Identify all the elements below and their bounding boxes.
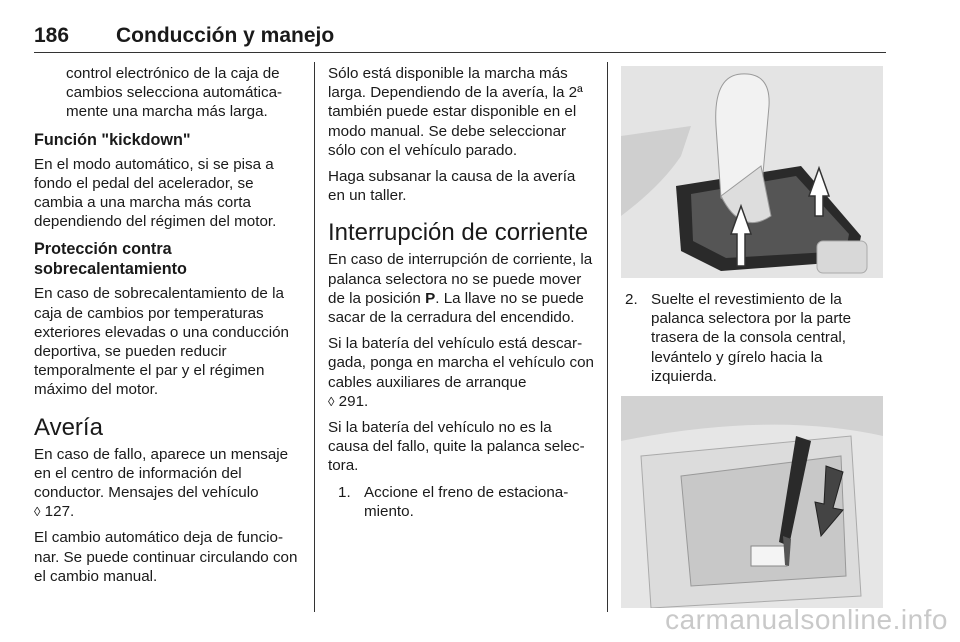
battery-page-reference[interactable]: 291.: [338, 392, 369, 410]
column-1: [34, 64, 300, 593]
fault-page-reference[interactable]: 127.: [44, 503, 75, 521]
page-title: Conducción y manejo: [116, 24, 335, 47]
kickdown-text: En el modo automático, si se pisa a fondo el pedal del acelerador, se cambia a una marcha más corta dependiendo del régimen del motor.: [34, 155, 277, 231]
overheat-text: En caso de sobrecalentamiento de la caja de cambios por temperaturas exteriores elevadas o una conducción deportiva, se pueden reducir temporalmente el par y el régimen máximo del motor.: [34, 285, 289, 399]
column-3: [621, 64, 887, 608]
fault-text-2: El cambio automático deja de funcionar. Se puede continuar circulando con el cambio manual.: [34, 529, 298, 585]
list-item: [625, 290, 887, 386]
power-interruption-heading: Interrupción de corriente: [328, 219, 589, 247]
fault-text: [34, 445, 300, 522]
power-interruption-text: En caso de interrupción de corriente, la palanca selectora no se puede mover de la posición P. La llave no se puede sacar de la cerradura del encendido.: [328, 251, 593, 327]
overheat-heading-line-1: Protección contra: [34, 240, 172, 259]
reference-arrow-icon: ◊: [328, 393, 335, 409]
fault-text-body: En caso de fallo, aparece un mensaje en el centro de información del conductor. Mensajes del vehículo: [34, 445, 289, 502]
console-trim-illustration: [621, 396, 883, 608]
console-trim-drawing: [621, 396, 883, 608]
overheat-heading-line-2: sobrecalentamiento: [34, 260, 187, 279]
gear-lever-drawing: [621, 66, 883, 278]
step-text: Suelte el revestimiento de la palanca selectora por la parte trasera de la consola central, levántelo y gírelo hacia la izquierda.: [651, 291, 852, 385]
step-number: 2.: [625, 291, 638, 308]
list-item: [338, 483, 596, 521]
kickdown-heading: Función "kickdown": [34, 130, 191, 149]
step-text: Accione el freno de estacionamiento.: [364, 483, 569, 520]
step-number: 1.: [338, 483, 351, 501]
battery-text: Si la batería del vehículo está descargada, ponga en marcha el vehículo con cables auxiliares de arranque ◊ 291.: [328, 335, 594, 410]
park-position-label: P: [425, 289, 436, 307]
column-divider: [314, 62, 315, 612]
page-number: 186: [34, 24, 70, 47]
reference-arrow-icon: ◊: [34, 504, 41, 520]
intro-continuation: control electrónico de la caja de cambios selecciona automáticamente una marcha más larga.: [66, 65, 283, 121]
fault-heading: Avería: [34, 413, 103, 441]
overheat-heading: [34, 239, 300, 279]
page-header: [34, 22, 886, 53]
column-2: [328, 64, 596, 527]
watermark: carmanualsonline.info: [665, 604, 948, 635]
column-divider: [607, 62, 608, 612]
not-battery-text: Si la batería del vehículo no es la causa del fallo, quite la palanca selectora.: [328, 419, 585, 475]
gear-lever-illustration: [621, 66, 883, 278]
fault-gear-text: Sólo está disponible la marcha más larga. Dependiendo de la avería, la 2ª también puede estar disponible en el modo manual. Se debe seleccionar sólo con el vehículo parado.: [328, 65, 583, 159]
workshop-text: Haga subsanar la causa de la avería en un taller.: [328, 168, 576, 205]
